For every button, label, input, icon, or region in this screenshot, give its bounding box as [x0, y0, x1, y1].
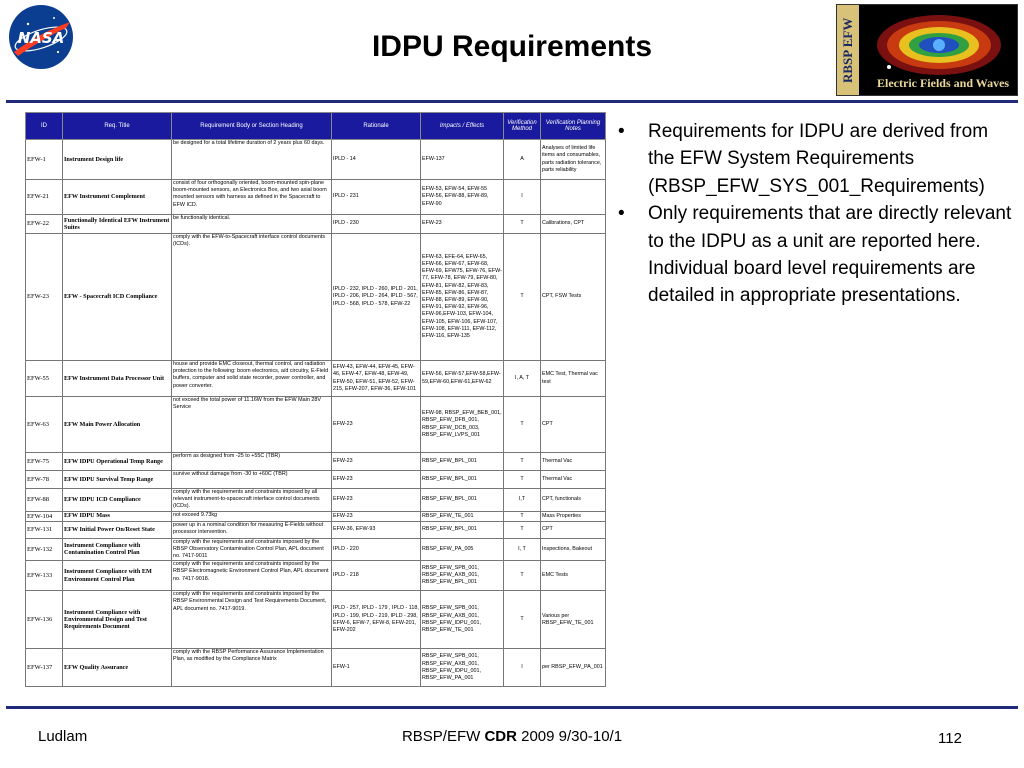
- bullet-item: [618, 118, 1013, 200]
- cell-body: power up in a nominal condition for measuring E-Fields without processor intervention.: [172, 521, 332, 538]
- cell-rationale: IPLD - 232, IPLD - 260, IPLD - 201, IPLD - 206, IPLD - 264, IPLD - 567, IPLD - 568, IPLD - 578, EFW-22: [332, 234, 421, 361]
- cell-notes: CPT: [541, 521, 606, 538]
- cell-title: EFW IDPU Mass: [63, 511, 172, 521]
- table-row: [26, 538, 606, 561]
- cell-title: EFW IDPU Operational Temp Range: [63, 453, 172, 471]
- cell-title: EFW IDPU ICD Compliance: [63, 489, 172, 512]
- cell-method: I, A, T: [504, 361, 541, 397]
- cell-title: EFW Main Power Allocation: [63, 397, 172, 453]
- column-header-method: Verification Method: [504, 113, 541, 140]
- cell-id: EFW-136: [26, 591, 63, 649]
- cell-id: EFW-137: [26, 649, 63, 687]
- cell-method: T: [504, 521, 541, 538]
- cell-impacts: RBSP_EFW_BPL_001: [421, 521, 504, 538]
- cell-impacts: RBSP_EFW_BPL_001: [421, 489, 504, 512]
- cell-rationale: EFW-23: [332, 511, 421, 521]
- cell-notes: EMC Test, Thermal vac test: [541, 361, 606, 397]
- table-row: [26, 471, 606, 489]
- cell-method: T: [504, 471, 541, 489]
- header-rule: [6, 100, 1018, 103]
- cell-body: perform as designed from -25 to +55C (TBR): [172, 453, 332, 471]
- cell-notes: CPT, FSW Tests: [541, 234, 606, 361]
- cell-method: T: [504, 561, 541, 591]
- cell-impacts: RBSP_EFW_TE_001: [421, 511, 504, 521]
- cell-body: survive without damage from -30 to +60C (TBR): [172, 471, 332, 489]
- cell-method: I,T: [504, 489, 541, 512]
- table-row: [26, 453, 606, 471]
- cell-notes: Calibrations, CPT: [541, 215, 606, 234]
- cell-rationale: EFW-23: [332, 453, 421, 471]
- cell-method: T: [504, 591, 541, 649]
- cell-body: house and provide EMC closeout, thermal control, and radiation protection to the following: boom electronics, a/d circuitry, E-Field buffers, computer and solid state recorder, power controller, and power converter.: [172, 361, 332, 397]
- cell-id: EFW-78: [26, 471, 63, 489]
- cell-rationale: IPLD - 230: [332, 215, 421, 234]
- cell-rationale: IPLD - 14: [332, 140, 421, 180]
- bullet-item: [618, 200, 1013, 310]
- cell-id: EFW-75: [26, 453, 63, 471]
- cell-impacts: RBSP_EFW_SPB_001, RBSP_EFW_AXB_001, RBSP_EFW_IDPU_001, RBSP_EFW_TE_001: [421, 591, 504, 649]
- cell-rationale: IPLD - 231: [332, 180, 421, 215]
- footer-author: Ludlam: [38, 728, 88, 745]
- cell-id: EFW-133: [26, 561, 63, 591]
- cell-body: comply with the EFW-to-Spacecraft interface control documents (ICDs).: [172, 234, 332, 361]
- cell-rationale: EFW-23: [332, 397, 421, 453]
- cell-body: be designed for a total lifetime duration of 2 years plus 60 days.: [172, 140, 332, 180]
- cell-id: EFW-88: [26, 489, 63, 512]
- cell-impacts: RBSP_EFW_BPL_001: [421, 471, 504, 489]
- column-header-rationale: Rationale: [332, 113, 421, 140]
- table-row: [26, 591, 606, 649]
- rbsp-logo-caption: Electric Fields and Waves: [877, 76, 1010, 90]
- table-row: [26, 215, 606, 234]
- column-header-impacts: Impacts / Effects: [421, 113, 504, 140]
- column-header-body: Requirement Body or Section Heading: [172, 113, 332, 140]
- column-header-id: ID: [26, 113, 63, 140]
- cell-method: I: [504, 180, 541, 215]
- cell-title: EFW Instrument Complement: [63, 180, 172, 215]
- cell-rationale: EFW-23: [332, 471, 421, 489]
- cell-rationale: IPLD - 257, IPLD - 179 , IPLD - 118, IPLD - 199, IPLD - 219, IPLD - 298, EFW-6, EFW-7, EFW-8, EFW-201, EFW-202: [332, 591, 421, 649]
- cell-rationale: EFW-43, EFW-44, EFW-45, EFW-46, EFW-47, EFW-48, EFW-49, EFW-50, EFW-51, EFW-52, EFW-215, EFW-207, EFW-36, EFW-101: [332, 361, 421, 397]
- cell-title: EFW IDPU Survival Temp Range: [63, 471, 172, 489]
- bullet-dot-icon: •: [618, 203, 625, 225]
- table-row: [26, 180, 606, 215]
- table-row: [26, 140, 606, 180]
- bullet-text: Only requirements that are directly relevant to the IDPU as a unit are reported here. Individual board level requirements are detailed in appropriate presentations.: [648, 203, 1012, 307]
- cell-title: EFW Initial Power On/Reset State: [63, 521, 172, 538]
- footer-rule: [6, 706, 1018, 709]
- cell-impacts: RBSP_EFW_PA_005: [421, 538, 504, 561]
- cell-body: comply with the requirements and constraints imposed by the RBSP Environmental Design and Test Requirements Document, APL document no. 7417-9019.: [172, 591, 332, 649]
- cell-body: comply with the requirements and constraints imposed by the RBSP Electromagnetic Environment Control Plan, APL document no. 7417-9018.: [172, 561, 332, 591]
- cell-notes: [541, 180, 606, 215]
- requirements-table: [25, 112, 606, 687]
- cell-id: EFW-22: [26, 215, 63, 234]
- table-row: [26, 511, 606, 521]
- cell-rationale: EFW-23: [332, 489, 421, 512]
- rbsp-logo-side-text: RBSP EFW: [837, 5, 859, 95]
- cell-body: comply with the RBSP Performance Assurance Implementation Plan, as modified by the Compliance Matrix: [172, 649, 332, 687]
- cell-impacts: EFW-63, EFE-64, EFW-65, EFW-66, EFW-67, EFW-68, EFW-69, EFW75, EFW-76, EFW-77, EFW-78, EFW-79, EFW-80, EFW-81, EFW-82, EFW-83, EFW-85, EFW-86, EFW-87, EFW-88, EFW-89, EFW-90, EFW-91, EFW-92, EFW-96, EFW-96,EFW-103, EFW-104, EFW-105, EFW-106, EFW-107, EFW-108, EFW-111, EFW-112, EFW-116, EFW-135: [421, 234, 504, 361]
- cell-notes: Analyses of limited life items and consumables, parts radiation tolerance, parts reliability: [541, 140, 606, 180]
- cell-rationale: EFW-1: [332, 649, 421, 687]
- cell-notes: Thermal Vac: [541, 471, 606, 489]
- cell-notes: CPT: [541, 397, 606, 453]
- cell-title: EFW - Spacecraft ICD Compliance: [63, 234, 172, 361]
- bullet-list: [618, 118, 1013, 310]
- cell-id: EFW-23: [26, 234, 63, 361]
- cell-method: A: [504, 140, 541, 180]
- cell-title: Instrument Compliance with Environmental Design and Test Requirements Document: [63, 591, 172, 649]
- cell-body: comply with the requirements and constraints imposed by all relevant instrument-to-spacecraft interface control documents (ICDs).: [172, 489, 332, 512]
- cell-notes: CPT, functionals: [541, 489, 606, 512]
- cell-body: be functionally identical.: [172, 215, 332, 234]
- cell-impacts: RBSP_EFW_SPB_001, RBSP_EFW_AXB_001, RBSP_EFW_IDPU_001, RBSP_EFW_PA_001: [421, 649, 504, 687]
- bullet-dot-icon: •: [618, 121, 625, 142]
- cell-impacts: EFW-137: [421, 140, 504, 180]
- cell-rationale: IPLD - 220: [332, 538, 421, 561]
- cell-body: consist of four orthogonally oriented, boom-mounted spin-plane boom-mounted sensors, an Electronics Box, and two axial boom mounted sensors with harness as defined in the Spacecraft to EFW ICD.: [172, 180, 332, 215]
- cell-id: EFW-1: [26, 140, 63, 180]
- cell-impacts: EFW-56, EFW-57,EFW-58,EFW-59,EFW-60,EFW-61,EFW-62: [421, 361, 504, 397]
- table-row: [26, 397, 606, 453]
- cell-notes: EMC Tests: [541, 561, 606, 591]
- cell-method: T: [504, 511, 541, 521]
- table-row: [26, 561, 606, 591]
- cell-title: Functionally Identical EFW Instrument Suites: [63, 215, 172, 234]
- rbsp-efw-logo: [836, 4, 1018, 96]
- bullet-text: Requirements for IDPU are derived from the EFW System Requirements (RBSP_EFW_SYS_001_Requirements): [648, 121, 989, 197]
- cell-title: EFW Instrument Data Processor Unit: [63, 361, 172, 397]
- svg-text:NASA: NASA: [17, 29, 65, 47]
- footer-event: RBSP/EFW CDR 2009 9/30-10/1: [401, 728, 623, 745]
- cell-id: EFW-131: [26, 521, 63, 538]
- cell-impacts: EFW-23: [421, 215, 504, 234]
- cell-rationale: EFW-36, EFW-93: [332, 521, 421, 538]
- cell-impacts: RBSP_EFW_SPB_001, RBSP_EFW_AXB_001, RBSP_EFW_BPL_001: [421, 561, 504, 591]
- cell-body: not exceed the total power of 11.16W from the EFW Main 28V Service: [172, 397, 332, 453]
- table-row: [26, 489, 606, 512]
- table-row: [26, 234, 606, 361]
- table-header-row: [26, 113, 606, 140]
- table-row: [26, 649, 606, 687]
- cell-id: EFW-132: [26, 538, 63, 561]
- cell-notes: Mass Properties: [541, 511, 606, 521]
- cell-title: Instrument Design life: [63, 140, 172, 180]
- cell-body: not exceed 9.73kg: [172, 511, 332, 521]
- table-row: [26, 361, 606, 397]
- cell-notes: Various per RBSP_EFW_TE_001: [541, 591, 606, 649]
- cell-rationale: IPLD - 218: [332, 561, 421, 591]
- cell-title: Instrument Compliance with Contamination Control Plan: [63, 538, 172, 561]
- cell-title: EFW Quality Assurance: [63, 649, 172, 687]
- cell-method: T: [504, 234, 541, 361]
- cell-notes: Thermal Vac: [541, 453, 606, 471]
- cell-id: EFW-21: [26, 180, 63, 215]
- column-header-notes: Verification Planning Notes: [541, 113, 606, 140]
- column-header-title: Req. Title: [63, 113, 172, 140]
- page-title: IDPU Requirements: [371, 30, 653, 63]
- table-body: [26, 140, 606, 687]
- cell-title: Instrument Compliance with EM Environment Control Plan: [63, 561, 172, 591]
- cell-body: comply with the requirements and constraints imposed by the RBSP Observatory Contamination Control Plan, APL document no. 7417-9011: [172, 538, 332, 561]
- cell-impacts: EFW-53, EFW-54, EFW-55 EFW-56, EFW-88, EFW-89, EFW-90: [421, 180, 504, 215]
- cell-id: EFW-55: [26, 361, 63, 397]
- cell-method: T: [504, 397, 541, 453]
- cell-method: T: [504, 215, 541, 234]
- page-number: 112: [938, 730, 962, 747]
- cell-id: EFW-63: [26, 397, 63, 453]
- table-row: [26, 521, 606, 538]
- cell-method: T: [504, 453, 541, 471]
- cell-method: I, T: [504, 538, 541, 561]
- cell-impacts: RBSP_EFW_BPL_001: [421, 453, 504, 471]
- cell-notes: per RBSP_EFW_PA_001: [541, 649, 606, 687]
- cell-impacts: EFW-98, RBSP_EFW_BEB_001, RBSP_EFW_DFB_001, RBSP_EFW_DCB_003, RBSP_EFW_LVPS_001: [421, 397, 504, 453]
- cell-id: EFW-104: [26, 511, 63, 521]
- cell-method: I: [504, 649, 541, 687]
- cell-notes: Inspections, Bakeout: [541, 538, 606, 561]
